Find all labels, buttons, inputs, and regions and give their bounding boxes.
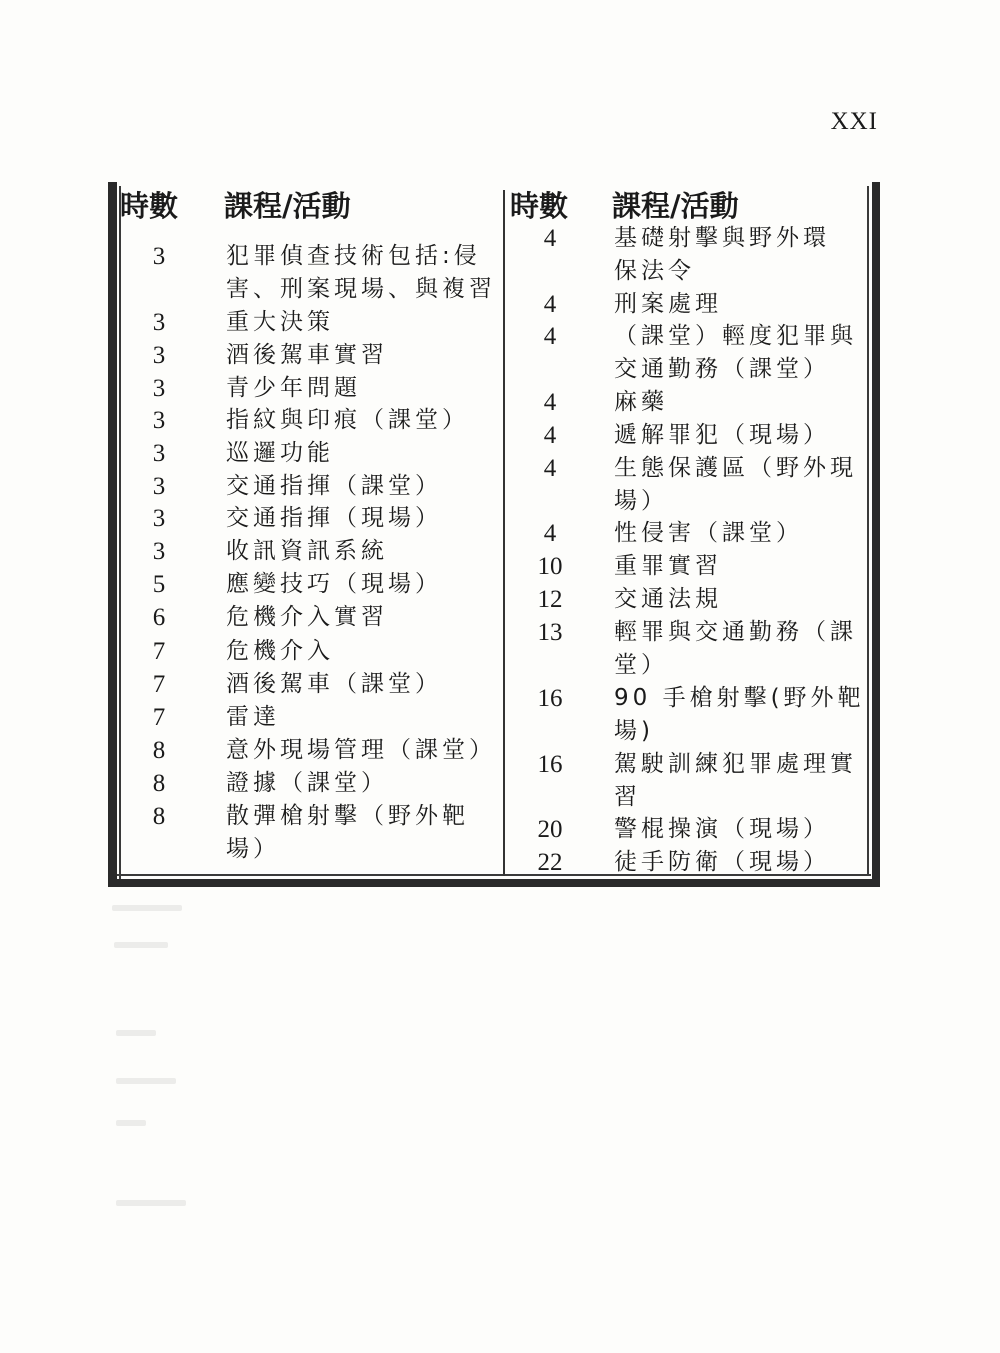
right-row-hours: 4 <box>543 422 557 449</box>
right-row-hours: 4 <box>543 520 557 547</box>
left-row-hours: 6 <box>152 604 166 631</box>
left-row-hours: 3 <box>152 473 166 500</box>
scan-smudge <box>114 942 168 948</box>
left-row-course: 危機介入 <box>226 638 334 664</box>
left-row-course: 巡邏功能 <box>226 440 334 466</box>
left-row-course: 指紋與印痕（課堂） <box>226 407 469 433</box>
scan-smudge <box>116 1200 186 1206</box>
right-row-course: 麻藥 <box>614 389 668 415</box>
right-row-hours: 4 <box>543 323 557 350</box>
left-row-hours: 8 <box>152 770 166 797</box>
left-row-hours: 7 <box>152 638 166 665</box>
right-row-course: 遞解罪犯（現場） <box>614 422 830 448</box>
left-row-hours: 3 <box>152 538 166 565</box>
left-row-course: 青少年問題 <box>226 375 361 401</box>
left-row-hours: 3 <box>152 407 166 434</box>
left-row-hours: 3 <box>152 309 166 336</box>
right-row-hours: 10 <box>537 553 563 580</box>
table-border-bottom <box>108 879 880 887</box>
right-row-course: 警棍操演（現場） <box>614 816 830 842</box>
left-row-course: 交通指揮（課堂） <box>226 473 442 499</box>
right-hours-header: 時數 <box>510 189 569 223</box>
right-row-course: 交通法規 <box>614 586 722 612</box>
left-hours-header: 時數 <box>120 189 179 223</box>
right-row-hours: 13 <box>537 619 563 646</box>
right-row-course: 徒手防衛（現場） <box>614 849 830 875</box>
page-number: XXI <box>830 108 878 135</box>
left-row-hours: 8 <box>152 803 166 830</box>
scan-smudge <box>116 1030 156 1036</box>
left-row-course: 散彈槍射擊（野外靶 場） <box>226 803 469 862</box>
left-row-hours: 3 <box>152 440 166 467</box>
left-row-course: 雷達 <box>226 704 280 730</box>
table-border-left <box>108 182 117 887</box>
left-row-hours: 3 <box>152 505 166 532</box>
left-row-course: 證據（課堂） <box>226 770 388 796</box>
right-row-course: 駕駛訓練犯罪處理實 習 <box>614 751 857 810</box>
left-row-course: 意外現場管理（課堂） <box>226 737 496 763</box>
scan-smudge <box>116 1120 146 1126</box>
right-row-course: 基礎射擊與野外環 保法令 <box>614 225 830 284</box>
right-row-hours: 22 <box>537 849 563 876</box>
right-row-hours: 16 <box>537 751 563 778</box>
left-row-course: 交通指揮（現場） <box>226 505 442 531</box>
right-row-hours: 4 <box>543 389 557 416</box>
right-row-course: （課堂）輕度犯罪與 交通勤務（課堂） <box>614 323 857 382</box>
right-row-hours: 20 <box>537 816 563 843</box>
left-row-hours: 7 <box>152 704 166 731</box>
right-course-header: 課程/活動 <box>612 189 739 223</box>
right-row-course: 性侵害（課堂） <box>614 520 803 546</box>
left-row-course: 重大決策 <box>226 309 334 335</box>
scan-smudge <box>112 905 182 911</box>
right-row-hours: 4 <box>543 225 557 252</box>
left-row-hours: 5 <box>152 571 166 598</box>
left-row-course: 酒後駕車（課堂） <box>226 671 442 697</box>
scan-smudge <box>116 1078 176 1084</box>
left-row-course: 酒後駕車實習 <box>226 342 388 368</box>
right-row-hours: 4 <box>543 291 557 318</box>
left-row-course: 應變技巧（現場） <box>226 571 442 597</box>
course-table <box>108 182 880 887</box>
right-row-course: 生態保護區（野外現 場） <box>614 455 857 514</box>
table-border-left-inner <box>119 186 121 880</box>
left-row-hours: 8 <box>152 737 166 764</box>
right-row-course: 刑案處理 <box>614 291 722 317</box>
left-row-course: 收訊資訊系統 <box>226 538 388 564</box>
right-row-course: 90 手槍射擊(野外靶 場) <box>614 685 865 744</box>
left-row-course: 犯罪偵查技術包括:侵 害、刑案現場、與複習 <box>226 243 496 302</box>
right-row-hours: 4 <box>543 455 557 482</box>
left-row-hours: 3 <box>152 243 166 270</box>
right-row-course: 輕罪與交通勤務（課 堂） <box>614 619 857 678</box>
right-row-hours: 12 <box>537 586 563 613</box>
right-row-hours: 16 <box>537 685 563 712</box>
left-row-hours: 3 <box>152 375 166 402</box>
left-row-hours: 3 <box>152 342 166 369</box>
left-row-hours: 7 <box>152 671 166 698</box>
right-row-course: 重罪實習 <box>614 553 722 579</box>
left-row-course: 危機介入實習 <box>226 604 388 630</box>
left-course-header: 課程/活動 <box>224 189 351 223</box>
